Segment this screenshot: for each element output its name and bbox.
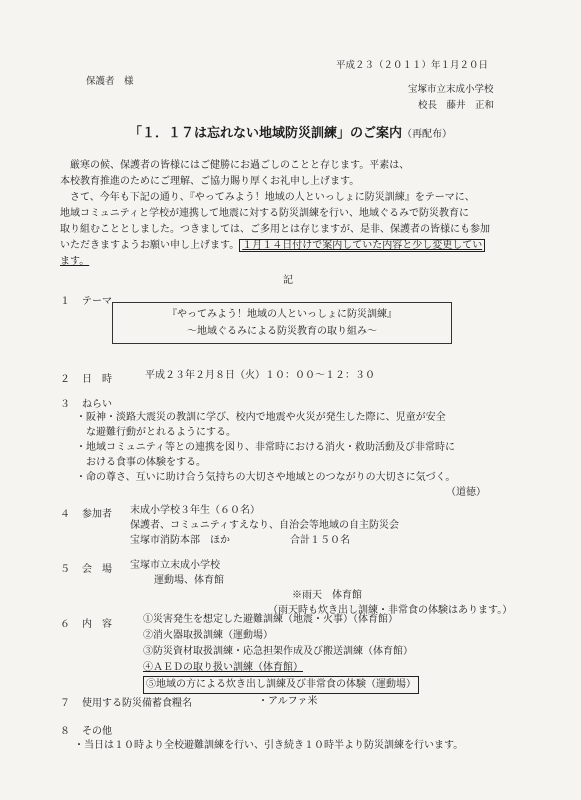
intro-text: いただきますようお願い申し上げます。 (60, 240, 240, 251)
section-head-aim: ねらい (82, 399, 112, 410)
content-line: ③防災資材取扱訓練・応急担架作成及び搬送訓練（体育館） (143, 646, 413, 657)
theme-box (112, 302, 452, 344)
ki-heading: 記 (283, 275, 293, 286)
section-head-datetime: 日 時 (82, 374, 112, 385)
section-number: ５ (60, 564, 70, 575)
section-head-theme: テーマ (82, 296, 112, 307)
intro-line: 厳寒の候、保護者の皆様にはご健勝にお過ごしのことと存じます。平素は、 (70, 160, 410, 171)
section-number: ３ (60, 399, 70, 410)
participants-line: 末成小学校３年生（６０名） (130, 505, 260, 516)
theme-line-1: 『やってみよう！地域の人といっしょに防災訓練』 (167, 309, 397, 320)
notice-change: １月１４日付けで案内していた内容と少し変更してい (239, 239, 485, 252)
aim-line: ・地域コミュニティ等との連携を図り、非常時における消火・救助活動及び非常時に (76, 442, 455, 453)
participants-line: 保護者、コミュニティすえなり、自治会等地域の自主防災会 (130, 520, 399, 531)
content-line: ④ＡＥＤの取り扱い訓練（体育館） (143, 662, 303, 673)
notice-change-end: ます。 (60, 256, 90, 267)
content-line: ⑤地域の方による炊き出し訓練及び非常食の体験（運動場） (143, 676, 419, 694)
content-line: ①災害発生を想定した避難訓練（地震・火事）（体育館） (143, 614, 398, 625)
venue-line: 運動場、体育館 (154, 575, 224, 586)
section-number: ２ (60, 374, 70, 385)
participants-line (130, 533, 399, 548)
section-number: ６ (60, 619, 70, 630)
date: 平成２３（２０１１）年１月２０日 (336, 60, 489, 71)
theme-line-2: ～地域ぐるみによる防災教育の取り組み～ (187, 326, 377, 337)
section-head-content: 内 容 (82, 619, 112, 630)
title-suffix: （再配布） (402, 129, 452, 140)
venue-line: （雨天時も炊き出し訓練・非常食の体験はあります。） (268, 605, 513, 616)
venue-line: 宝塚市立末成小学校 (130, 560, 220, 571)
content-list (143, 612, 419, 694)
aim-line: な避難行動がとれるようにする。 (86, 427, 236, 438)
page-title (0, 122, 581, 141)
aim-line: （道徳） (446, 487, 486, 498)
items-value: ・アルファ米 (258, 696, 318, 707)
section-number: ４ (60, 509, 70, 520)
intro-line: 本校教育推進のためにご理解、ご協力賜り厚くお礼申し上げます。 (60, 176, 360, 187)
section-head-items: 使用する防災備蓄食糧名 (82, 698, 192, 709)
section-head-participants: 参加者 (82, 509, 112, 520)
other-value: ・当日は１０時より全校避難訓練を行い、引き続き１０時半より防災訓練を行います。 (74, 740, 464, 751)
venue-line: ※雨天 体育館 (292, 590, 362, 601)
intro-line: さて、今年も下記の通り、『やってみよう！地域の人といっしょに防災訓練』をテーマに、 (70, 192, 475, 203)
aim-line: ・命の尊さ、互いに助け合う気持ちの大切さや地域とのつながりの大切さに気づく。 (76, 472, 456, 483)
intro-line (60, 254, 540, 270)
section-head-other: その他 (82, 726, 112, 737)
intro-line: 取り組むこととしました。つきましては、ご多用とは存じますが、是非、保護者の皆様にも参加 (60, 224, 490, 235)
addressee: 保護者 様 (86, 76, 134, 87)
aim-line: おける食事の体験をする。 (86, 457, 206, 468)
content-line: ②消火器取扱訓練（運動場） (143, 630, 273, 641)
participants-total: 合計１５０名 (290, 535, 350, 546)
section-number: １ (60, 296, 70, 307)
aim-list (76, 410, 486, 500)
venue-list (130, 558, 512, 618)
intro-paragraph (60, 158, 540, 270)
section-number: ７ (60, 698, 70, 709)
intro-line: 地域コミュニティと学校が連携して地震に対する防災訓練を行い、地域ぐるみで防災教育に (60, 208, 469, 219)
datetime-value: 平成２３年２月８日（火）１０：００～１２：３０ (145, 370, 375, 381)
section-number: ８ (60, 726, 70, 737)
participants-list (130, 503, 399, 548)
principal-name: 校長 藤井 正和 (418, 100, 495, 111)
participants-text: 宝塚市消防本部 ほか (130, 535, 230, 546)
section-head-venue: 会 場 (82, 564, 112, 575)
intro-line (60, 238, 540, 254)
title-main: 「１．１７は忘れない地域防災訓練」のご案内 (128, 126, 402, 141)
aim-line: ・阪神・淡路大震災の教訓に学び、校内で地震や火災が発生した際に、児童が安全 (76, 412, 446, 423)
school-name: 宝塚市立末成小学校 (408, 84, 494, 95)
